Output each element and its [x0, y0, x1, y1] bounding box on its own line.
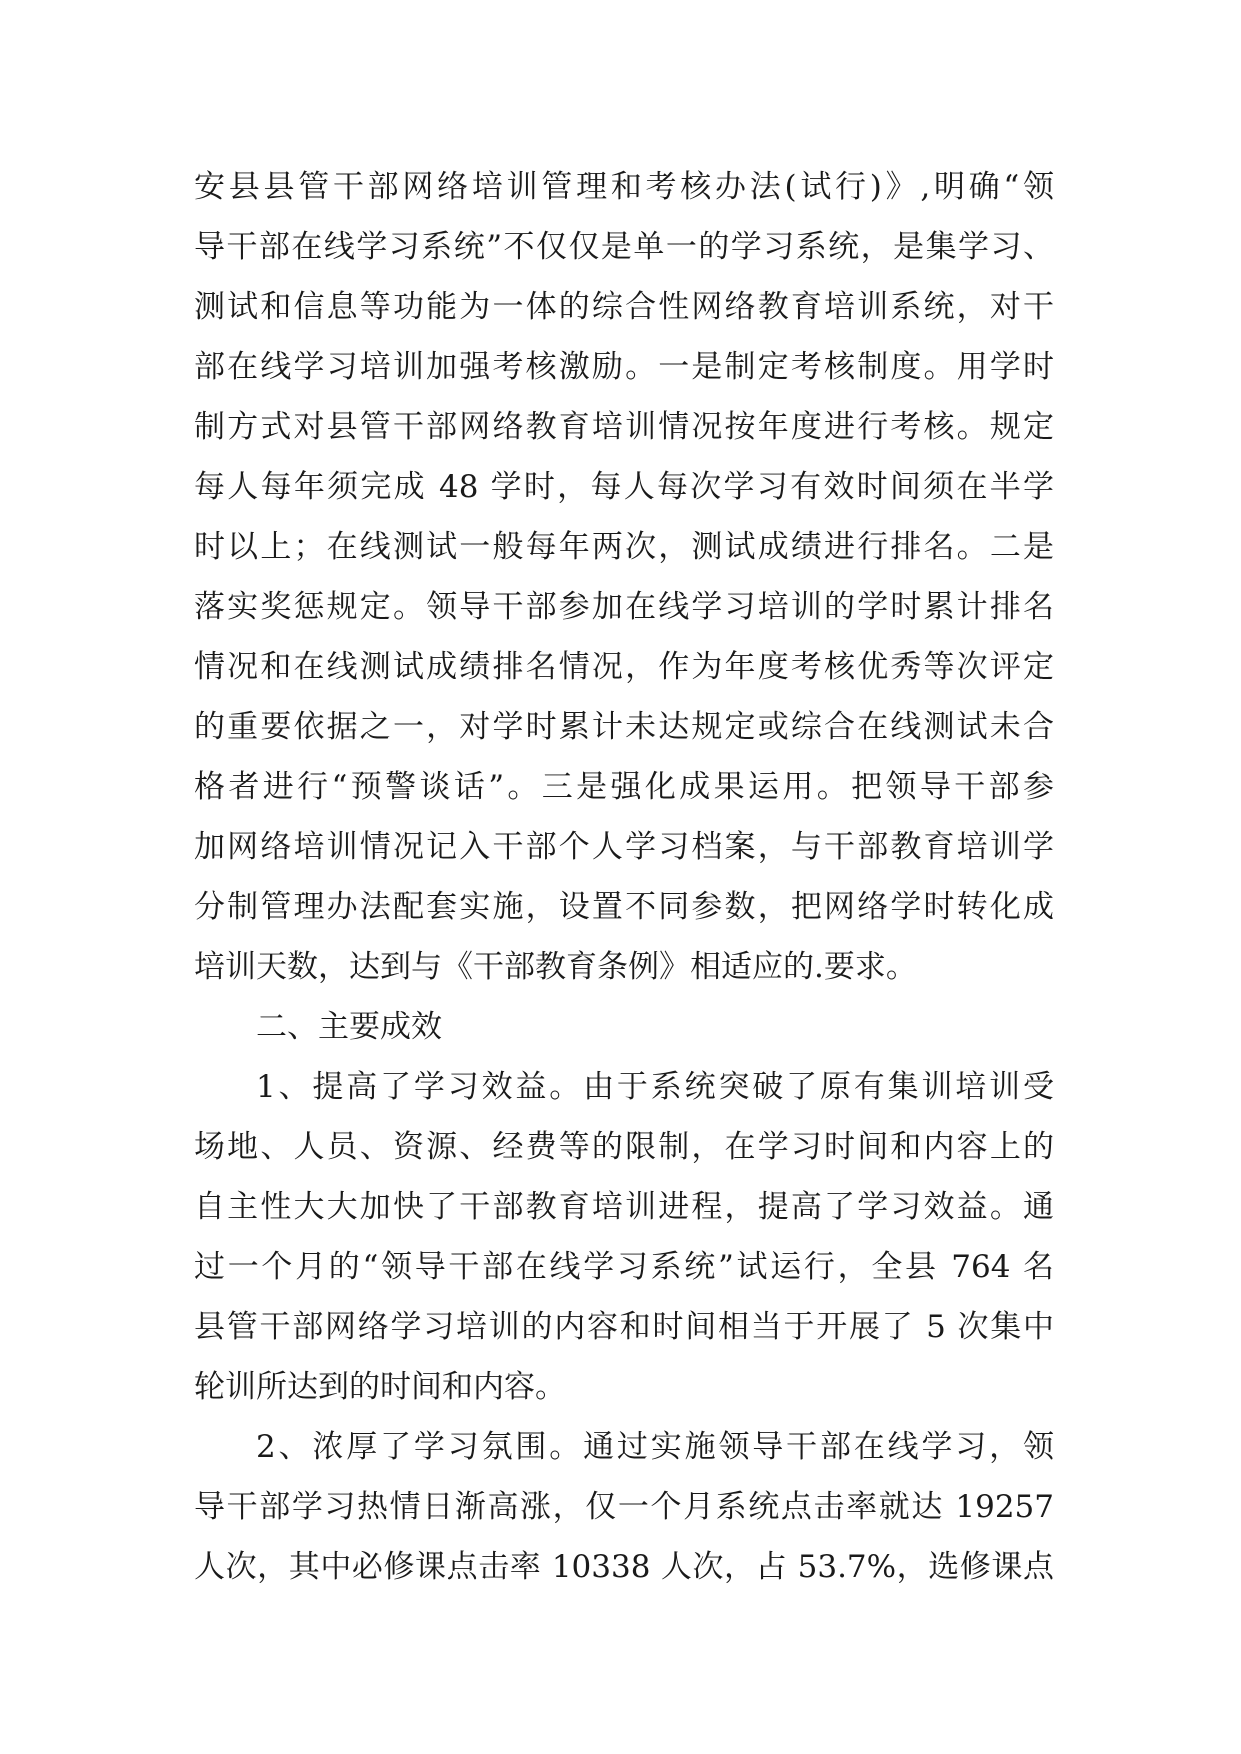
text-line: 轮训所达到的时间和内容。 [194, 1369, 566, 1405]
text-line: 分制管理办法配套实施，设置不同参数，把网络学时转化成 [194, 889, 1054, 925]
text-line: 培训天数，达到与《干部教育条例》相适应的.要求。 [194, 949, 917, 985]
text-line: 人次，其中必修课点击率 10338 人次，占 53.7%，选修课点 [194, 1549, 1054, 1585]
text-line: 导干部学习热情日渐高涨，仅一个月系统点击率就达 19257 [194, 1489, 1054, 1525]
text-line: 2、浓厚了学习氛围。通过实施领导干部在线学习，领 [256, 1429, 1054, 1465]
text-line: 格者进行“预警谈话”。三是强化成果运用。把领导干部参 [194, 769, 1054, 805]
document-body [194, 157, 1054, 1597]
text-line: 部在线学习培训加强考核激励。一是制定考核制度。用学时 [194, 349, 1054, 385]
text-line: 导干部在线学习系统”不仅仅是单一的学习系统，是集学习、 [194, 229, 1054, 265]
text-line: 情况和在线测试成绩排名情况，作为年度考核优秀等次评定 [194, 649, 1054, 685]
text-line: 的重要依据之一，对学时累计未达规定或综合在线测试未合 [194, 709, 1054, 745]
text-line: 制方式对县管干部网络教育培训情况按年度进行考核。规定 [194, 409, 1054, 445]
text-line: 测试和信息等功能为一体的综合性网络教育培训系统，对干 [194, 289, 1054, 325]
section-heading: 二、主要成效 [256, 1009, 442, 1045]
text-line: 县管干部网络学习培训的内容和时间相当于开展了 5 次集中 [194, 1309, 1054, 1345]
text-line: 每人每年须完成 48 学时，每人每次学习有效时间须在半学 [194, 469, 1054, 505]
text-line: 安县县管干部网络培训管理和考核办法(试行)》,明确“领 [194, 169, 1054, 205]
text-line: 过一个月的“领导干部在线学习系统”试运行，全县 764 名 [194, 1249, 1054, 1285]
text-line: 自主性大大加快了干部教育培训进程，提高了学习效益。通 [194, 1189, 1054, 1225]
text-line: 加网络培训情况记入干部个人学习档案，与干部教育培训学 [194, 829, 1054, 865]
text-line: 1、提高了学习效益。由于系统突破了原有集训培训受 [256, 1069, 1054, 1105]
text-line: 落实奖惩规定。领导干部参加在线学习培训的学时累计排名 [194, 589, 1054, 625]
text-line: 时以上；在线测试一般每年两次，测试成绩进行排名。二是 [194, 529, 1054, 565]
text-line: 场地、人员、资源、经费等的限制，在学习时间和内容上的 [194, 1129, 1054, 1165]
